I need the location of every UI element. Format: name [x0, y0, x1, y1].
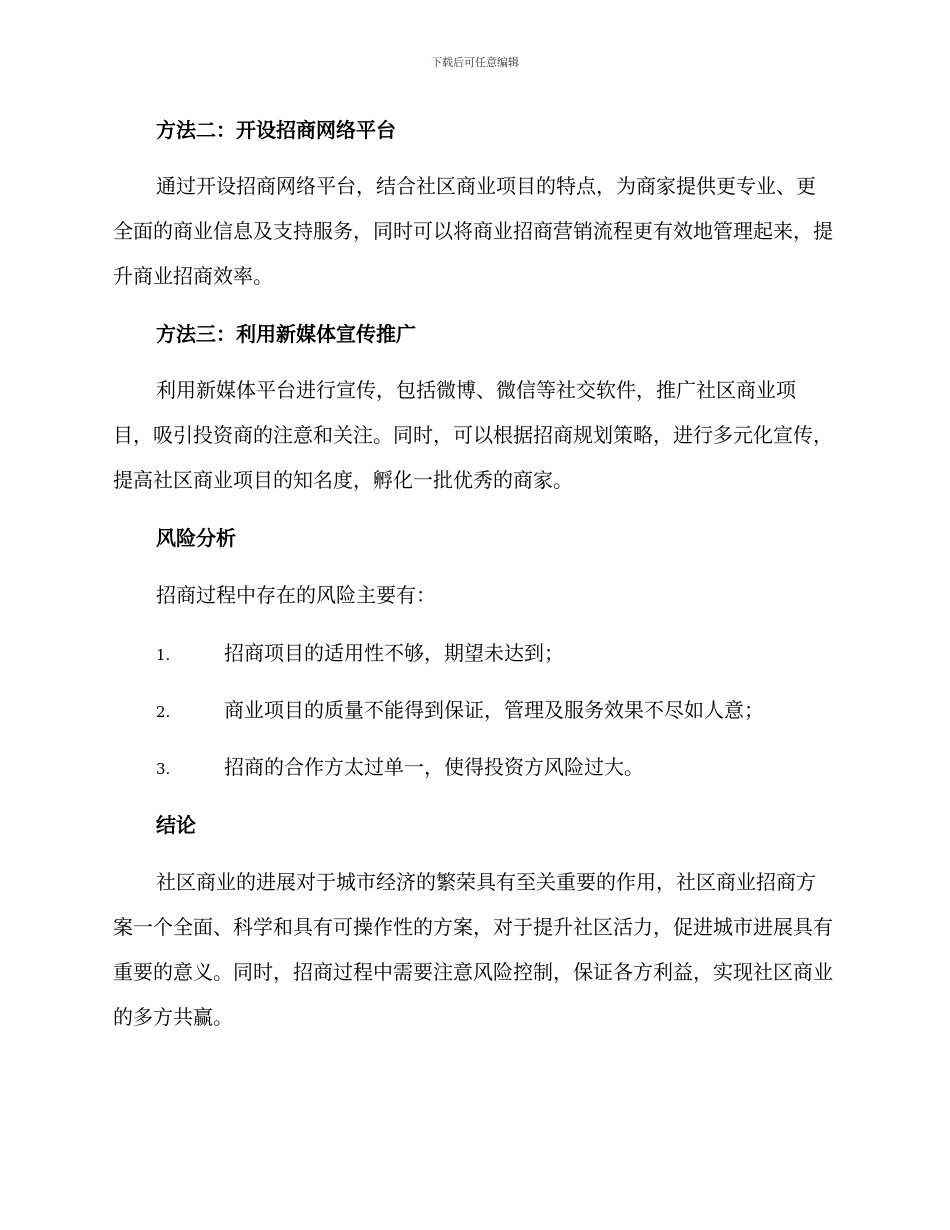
list-number: 2.	[156, 703, 171, 721]
method3-paragraph: 利用新媒体平台进行宣传，包括微博、微信等社交软件，推广社区商业项目，吸引投资商的注意和关注。同时，可以根据招商规划策略，进行多元化宣传，提高社区商业项目的知名度，孵化一批优秀的商家。	[113, 378, 833, 492]
method2-heading: 方法二：开设招商网络平台	[156, 118, 396, 142]
method2-paragraph: 通过开设招商网络平台，结合社区商业项目的特点，为商家提供更专业、更全面的商业信息及支持服务，同时可以将商业招商营销流程更有效地管理起来，提升商业招商效率。	[113, 174, 833, 288]
conclusion-heading: 结论	[156, 813, 196, 837]
list-number: 3.	[156, 760, 171, 778]
list-number: 1.	[156, 646, 171, 664]
list-text: 招商项目的适用性不够，期望未达到；	[224, 641, 564, 665]
list-text: 招商的合作方太过单一，使得投资方风险过大。	[224, 755, 644, 779]
list-text: 商业项目的质量不能得到保证，管理及服务效果不尽如人意；	[224, 698, 764, 722]
conclusion-paragraph: 社区商业的进展对于城市经济的繁荣具有至关重要的作用，社区商业招商方案一个全面、科学和具有可操作性的方案，对于提升社区活力，促进城市进展具有重要的意义。同时，招商过程中需要注意风险控制，保证各方利益，实现社区商业的多方共赢。	[113, 870, 833, 1029]
method3-heading: 方法三：利用新媒体宣传推广	[156, 322, 416, 346]
page-header: 下载后可任意编辑	[431, 56, 519, 69]
risk-heading: 风险分析	[156, 526, 236, 550]
risk-intro: 招商过程中存在的风险主要有：	[156, 583, 436, 607]
